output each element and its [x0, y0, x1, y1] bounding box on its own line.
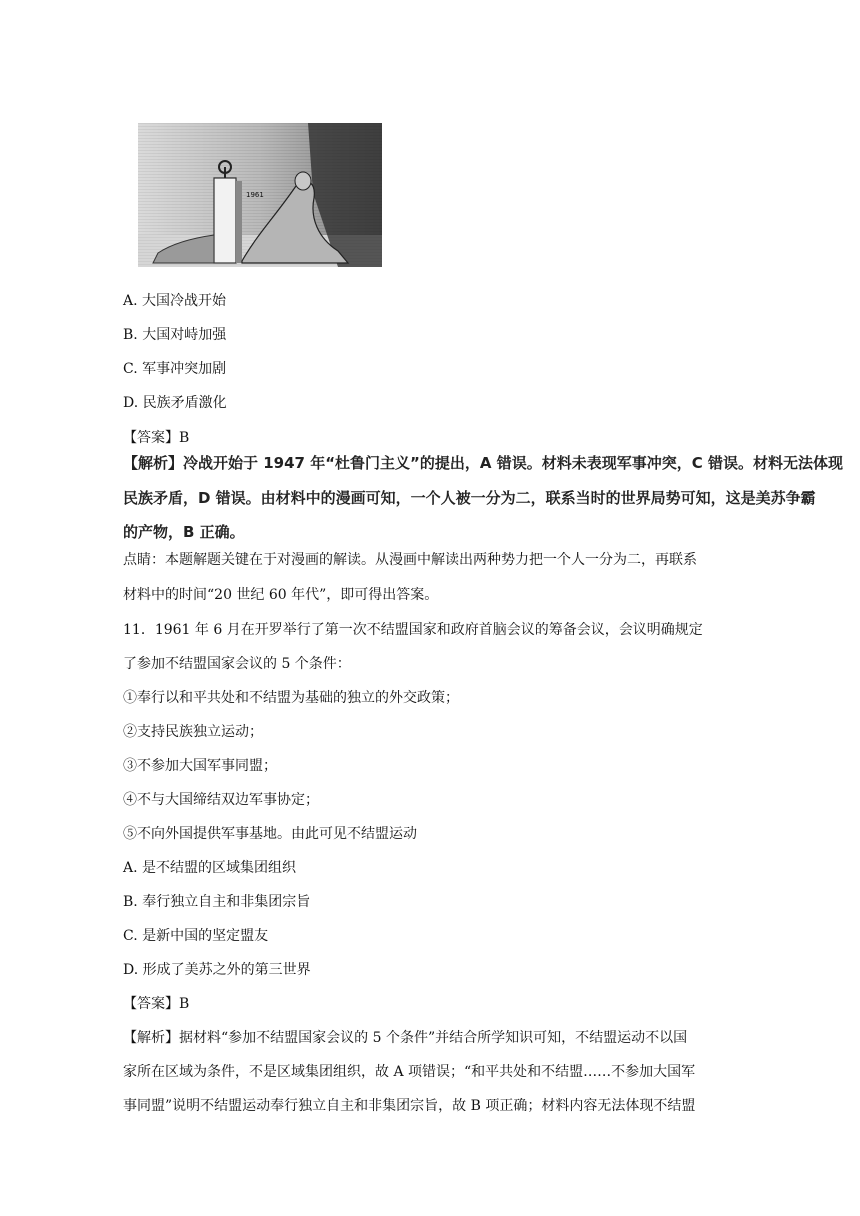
- cartoon-image: [138, 123, 382, 267]
- q11-condition: ①奉行以和平共处和不结盟为基础的独立的外交政策；: [123, 690, 459, 706]
- q11-condition: ⑤不向外国提供军事基地。由此可见不结盟运动: [123, 826, 417, 842]
- q11-condition: ③不参加大国军事同盟；: [123, 758, 277, 774]
- q10-comment-line: 材料中的时间“20 世纪 60 年代”，即可得出答案。: [123, 587, 439, 603]
- q11-answer: 【答案】B: [123, 996, 190, 1012]
- q10-analysis-line: 的产物，B 正确。: [123, 523, 245, 541]
- q11-option-a: A. 是不结盟的区域集团组织: [123, 860, 297, 876]
- q10-comment-line: 点睛：本题解题关键在于对漫画的解读。从漫画中解读出两种势力把一个人一分为二，再联系: [123, 552, 697, 568]
- q10-analysis-line: 【解析】冷战开始于 1947 年“杜鲁门主义”的提出，A 错误。材料未表现军事冲突，C 错误。材料无法体现: [123, 454, 843, 472]
- q10-analysis-line: 民族矛盾，D 错误。由材料中的漫画可知，一个人被一分为二，联系当时的世界局势可知，这是美苏争霸: [123, 489, 816, 507]
- q11-analysis-line: 家所在区域为条件，不是区域集团组织，故 A 项错误；“和平共处和不结盟……不参加大国军: [123, 1064, 696, 1080]
- q10-option-a: A. 大国冷战开始: [123, 293, 227, 309]
- q10-option-c: C. 军事冲突加剧: [123, 361, 227, 377]
- figure-year-label: 1961: [246, 191, 264, 199]
- q11-condition: ④不与大国缔结双边军事协定；: [123, 792, 319, 808]
- q11-stem-line: 11．1961 年 6 月在开罗举行了第一次不结盟国家和政府首脑会议的筹备会议，会议明确规定: [123, 622, 703, 638]
- q11-condition: ②支持民族独立运动；: [123, 724, 263, 740]
- q10-option-d: D. 民族矛盾激化: [123, 395, 227, 411]
- q10-answer: 【答案】B: [123, 430, 190, 446]
- q11-option-c: C. 是新中国的坚定盟友: [123, 928, 269, 944]
- q11-stem-line: 了参加不结盟国家会议的 5 个条件：: [123, 656, 351, 672]
- q11-analysis-line: 【解析】据材料“参加不结盟国家会议的 5 个条件”并结合所学知识可知，不结盟运动不以国: [123, 1030, 688, 1046]
- q10-option-b: B. 大国对峙加强: [123, 327, 227, 343]
- q11-option-d: D. 形成了美苏之外的第三世界: [123, 962, 311, 978]
- q11-option-b: B. 奉行独立自主和非集团宗旨: [123, 894, 311, 910]
- q11-analysis-line: 事同盟”说明不结盟运动奉行独立自主和非集团宗旨，故 B 项正确；材料内容无法体现不结盟: [123, 1098, 696, 1114]
